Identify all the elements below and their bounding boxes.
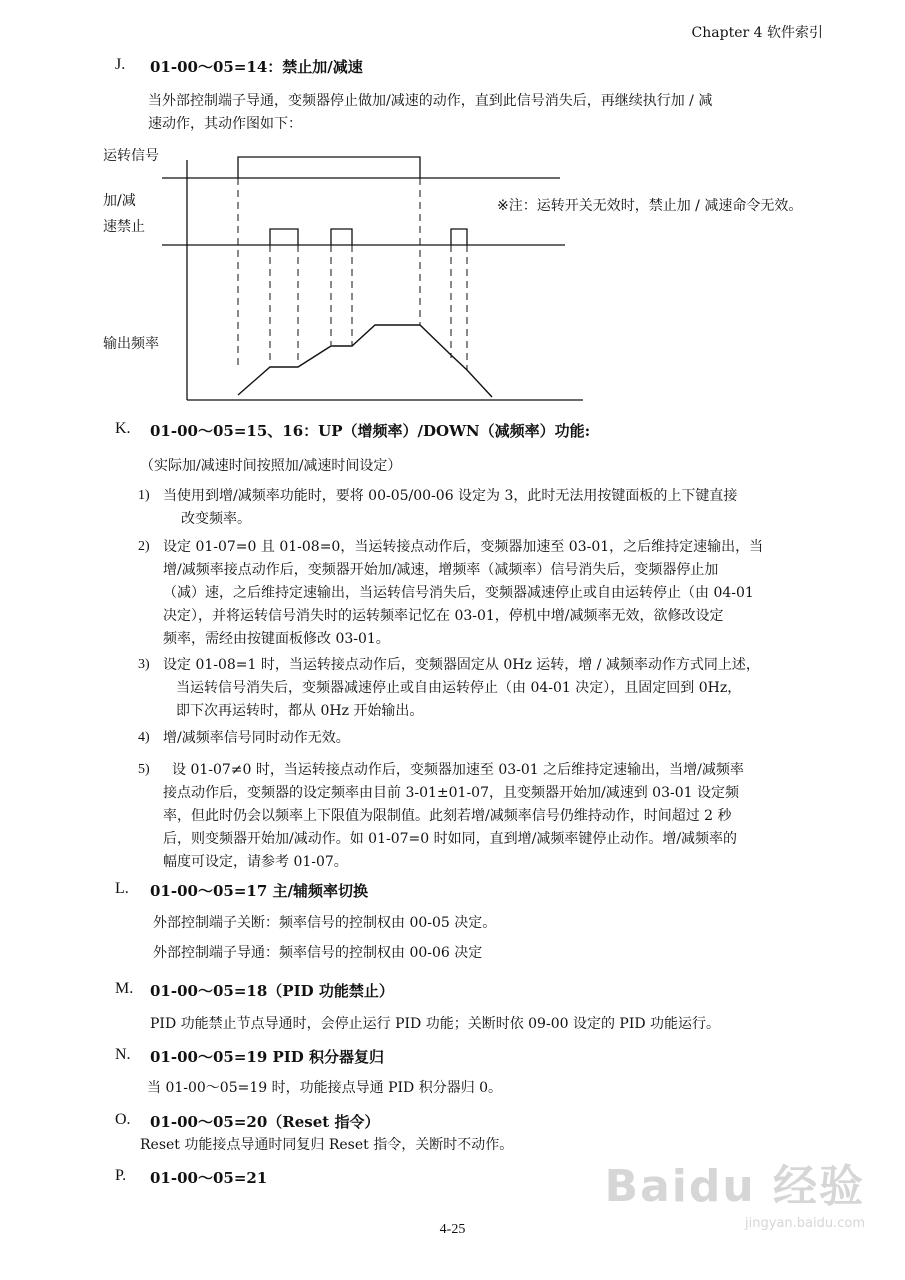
label-hold-line-2: 速禁止: [103, 219, 145, 235]
section-letter-o: O.: [115, 1111, 131, 1128]
label-hold-line-1: 加/减: [103, 193, 136, 209]
item-2-line-4: 决定），并将运转信号消失时的运转频率记忆在 03-01，停机中增/减频率无效，欲修改设定: [163, 608, 724, 624]
section-letter-l: L.: [115, 880, 129, 897]
paragraph-j-line-1: 当外部控制端子导通，变频器停止做加/减速的动作，直到此信号消失后，再继续执行加 / 减: [148, 93, 713, 109]
paragraph-o-line-1: Reset 功能接点导通时同复归 Reset 指令，关断时不动作。: [140, 1137, 514, 1153]
hold-pulse-1: [270, 229, 298, 245]
item-2-line-2: 增/减频率接点动作后，变频器开始加/减速，增频率（减频率）信号消失后，变频器停止加: [163, 562, 719, 578]
output-frequency-curve: [238, 325, 492, 397]
paragraph-l-line-1: 外部控制端子关断：频率信号的控制权由 00-05 决定。: [153, 915, 497, 931]
diagram-note: ※注：运转开关无效时，禁止加 / 减速命令无效。: [497, 198, 803, 214]
item-number-2: 2): [138, 539, 150, 554]
item-2-line-5: 频率，需经由按键面板修改 03-01。: [163, 631, 390, 647]
item-5-line-2: 接点动作后，变频器的设定频率由目前 3-01±01-07，且变频器开始加/减速到 03-01 设定频: [163, 785, 739, 801]
item-5-line-3: 率，但此时仍会以频率上下限值为限制值。此刻若增/减频率信号仍维持动作，时间超过 2 秒: [163, 808, 732, 824]
item-1-line-1: 当使用到增/减频率功能时，要将 00-05/00-06 设定为 3，此时无法用按键面板的上下键直接: [163, 488, 738, 504]
section-title-m: 01-00～05=18（PID 功能禁止）: [150, 982, 394, 1000]
section-k-subtitle: （实际加/减速时间按照加/减速时间设定）: [140, 458, 402, 474]
item-5-line-5: 幅度可设定，请参考 01-07。: [163, 854, 348, 870]
watermark-logo-text: Baidu 经验: [604, 1161, 865, 1212]
run-signal-pulse: [238, 157, 420, 178]
item-3-line-2: 当运转信号消失后，变频器减速停止或自由运转停止（由 04-01 决定），且固定回到 0Hz，: [176, 680, 742, 696]
section-title-j: 01-00～05=14：禁止加/减速: [150, 58, 363, 76]
paragraph-m-line-1: PID 功能禁止节点导通时，会停止运行 PID 功能；关断时依 09-00 设定的 PID 功能运行。: [150, 1016, 721, 1032]
item-5-line-4: 后，则变频器开始加/减动作。如 01-07=0 时如同，直到增/减频率键停止动作。增/减频率的: [163, 831, 738, 847]
section-letter-m: M.: [115, 980, 134, 997]
item-4-line-1: 增/减频率信号同时动作无效。: [163, 730, 350, 746]
section-title-p: 01-00～05=21: [150, 1169, 268, 1187]
section-title-l: 01-00～05=17 主/辅频率切换: [150, 882, 368, 900]
item-number-3: 3): [138, 657, 150, 672]
page-number: 4-25: [439, 1222, 466, 1237]
hold-pulse-2: [331, 229, 352, 245]
label-output-frequency: 输出频率: [103, 336, 159, 352]
section-letter-n: N.: [115, 1046, 131, 1063]
item-2-line-3: （减）速，之后维持定速输出，当运转信号消失后，变频器减速停止或自由运转停止（由 04-01: [163, 585, 754, 601]
section-letter-j: J.: [115, 56, 126, 73]
section-title-k: 01-00～05=15、16：UP（增频率）/DOWN（减频率）功能:: [150, 422, 591, 440]
item-1-line-2: 改变频率。: [181, 511, 251, 527]
paragraph-j-line-2: 速动作，其动作图如下：: [148, 116, 302, 132]
timing-diagram: [0, 140, 905, 410]
baidu-watermark: [605, 1150, 865, 1231]
section-letter-k: K.: [115, 420, 131, 437]
paragraph-l-line-2: 外部控制端子导通：频率信号的控制权由 00-06 决定: [153, 945, 483, 961]
hold-pulse-3: [451, 229, 467, 245]
page-header: Chapter 4 软件索引: [691, 25, 823, 41]
item-number-1: 1): [138, 488, 150, 503]
item-3-line-3: 即下次再运转时，都从 0Hz 开始输出。: [176, 703, 424, 719]
item-number-5: 5): [138, 762, 150, 777]
watermark-url: jingyan.baidu.com: [745, 1216, 865, 1231]
section-title-o: 01-00～05=20（Reset 指令）: [150, 1113, 380, 1131]
item-3-line-1: 设定 01-08=1 时，当运转接点动作后，变频器固定从 0Hz 运转，增 / 减频率动作方式同上述，: [163, 657, 760, 673]
item-2-line-1: 设定 01-07=0 且 01-08=0，当运转接点动作后，变频器加速至 03-01，之后维持定速输出，当: [163, 539, 764, 555]
section-title-n: 01-00～05=19 PID 积分器复归: [150, 1048, 385, 1066]
label-run-signal: 运转信号: [103, 148, 159, 164]
paragraph-n-line-1: 当 01-00～05=19 时，功能接点导通 PID 积分器归 0。: [147, 1080, 503, 1096]
item-5-line-1: 设 01-07≠0 时，当运转接点动作后，变频器加速至 03-01 之后维持定速输出，当增/减频率: [172, 762, 744, 778]
item-number-4: 4): [138, 730, 150, 745]
section-letter-p: P.: [115, 1167, 127, 1184]
